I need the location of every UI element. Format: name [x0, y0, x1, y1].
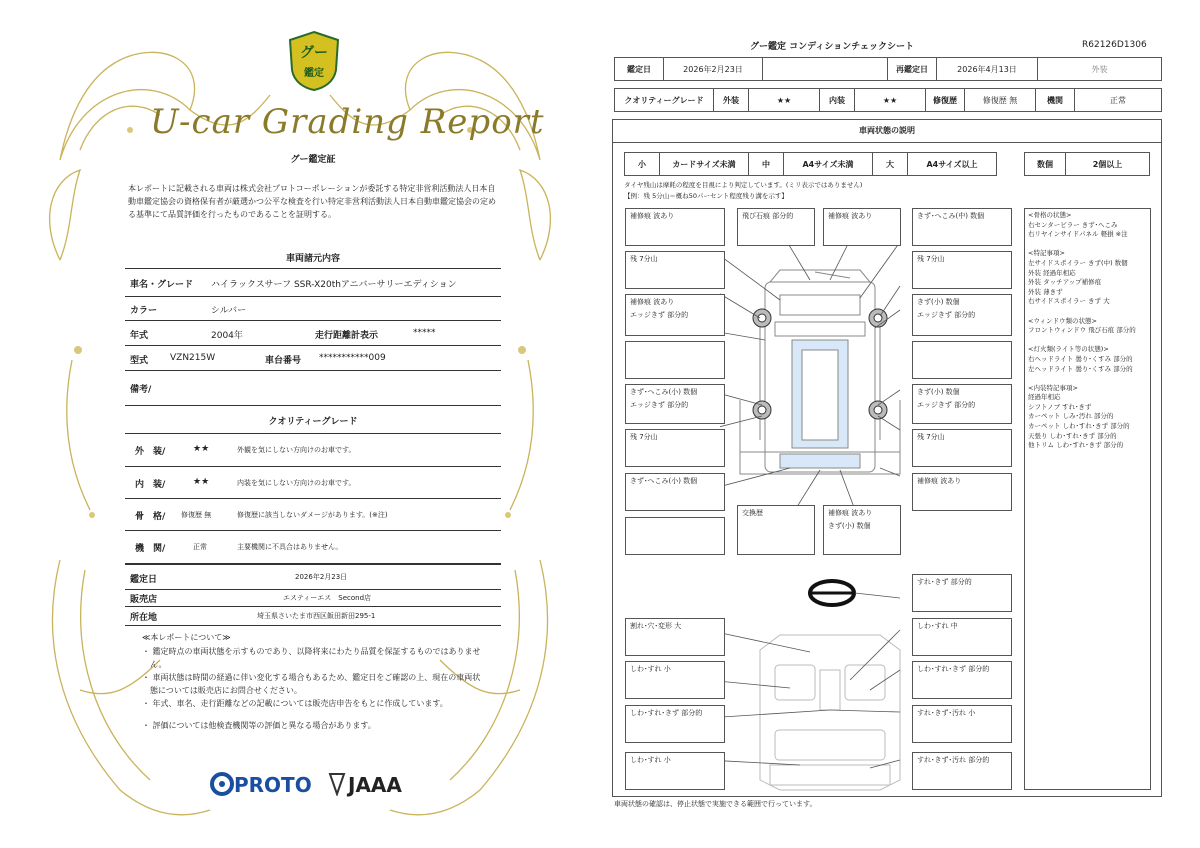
- tire-note-1: タイヤ残山は摩耗の程度を目視により判定しています。(ミリ表示ではありません): [624, 181, 863, 189]
- remarks-row: [125, 371, 501, 406]
- box-l1-text: 補修痕 波あり: [630, 212, 675, 220]
- legend-mid: 中: [748, 152, 784, 176]
- details-panel: [1024, 208, 1151, 790]
- details-line: 右センターピラー きず･へこみ: [1028, 220, 1118, 229]
- report-title: U-car Grading Report: [150, 102, 545, 142]
- box-left-door-trim: [625, 705, 725, 743]
- note-2: ・ 車両状態は時間の経過に伴い変化する場合もあるため、鑑定日をご確認の上、現在の車両状態については販売店にお問合せください。: [142, 673, 481, 695]
- inspect-date-label: 鑑定日: [614, 57, 664, 81]
- inspection-type: 外装: [1037, 57, 1162, 81]
- note-1: ・ 鑑定時点の車両状態を示すものであり、以降将来にわたり品質を保証するものではありません。: [142, 647, 481, 669]
- details-line: 他トリム しわ･すれ･きず 部分的: [1028, 441, 1124, 450]
- box-right-door-trim: [912, 661, 1012, 699]
- box-l3-text-2: エッジきず 部分的: [630, 311, 689, 319]
- date-row: [125, 564, 501, 590]
- model-value: VZN215W: [170, 353, 216, 363]
- reinspect-date: 2026年4月13日: [936, 57, 1038, 81]
- details-line: 右リヤインサイドパネル 軽損 ※注: [1028, 230, 1128, 239]
- date-value: 2026年2月23日: [295, 573, 348, 581]
- box-l3-text-1: 補修痕 波あり: [630, 298, 675, 306]
- exterior-note: 外観を気にしない方向けのお車です。: [237, 446, 356, 454]
- ext-label: 外装: [713, 88, 749, 112]
- frame-label: 骨 格/: [135, 512, 166, 522]
- ext-stars: ★★: [748, 88, 820, 112]
- grade-heading: クオリティーグレード: [268, 417, 358, 427]
- details-line: 外装 薄きず: [1028, 287, 1063, 296]
- jaaa-wordmark: JAAA: [348, 773, 402, 797]
- box-front-right-fender: [912, 208, 1012, 246]
- name-label: 車名・グレード: [130, 280, 194, 290]
- box-t2-text: 補修痕 波あり: [828, 212, 873, 220]
- details-line: [1028, 307, 1147, 317]
- jaaa-mark-icon: [328, 772, 346, 796]
- badge-bottom-text: 鑑定: [304, 68, 324, 79]
- details-line: 経過年相応: [1028, 393, 1061, 402]
- shop-label: 販売店: [130, 595, 158, 605]
- address-label: 所在地: [130, 613, 158, 623]
- box-r7-text: 補修痕 波あり: [917, 477, 962, 485]
- certificate-subtitle: グー鑑定証: [290, 155, 336, 165]
- proto-logo: [210, 770, 325, 798]
- box-r1-text: きず･へこみ(中) 数個: [917, 212, 985, 220]
- engine-note: 主要機関に不具合はありません。: [237, 543, 343, 551]
- sheet-title: グー鑑定 コンディションチェックシート: [750, 42, 914, 52]
- box-b2-text-2: きず(小) 数個: [828, 522, 871, 530]
- repair-label: 修復歴: [925, 88, 965, 112]
- box-il2-text: しわ･すれ 小: [630, 665, 671, 673]
- engine-value: 正常: [193, 543, 207, 551]
- name-row: [125, 268, 501, 297]
- jaaa-logo: [328, 770, 408, 798]
- details-line: 左サイドスポイラー きず(中) 数個: [1028, 258, 1128, 267]
- legend-small-desc: カードサイズ未満: [659, 152, 749, 176]
- details-line: <内装特記事項>: [1028, 383, 1078, 392]
- box-r2-text: 残 7分山: [917, 255, 945, 263]
- frame-row: [125, 499, 501, 531]
- box-r3-text-1: きず(小) 数個: [917, 298, 960, 306]
- goo-kantei-badge: [286, 30, 342, 92]
- address-row: [125, 607, 501, 626]
- doc-id: R62126D1306: [1082, 40, 1147, 50]
- details-line: フロントウィンドウ 飛び石痕 部分的: [1028, 326, 1136, 335]
- details-line: <骨格の状態>: [1028, 211, 1072, 219]
- note-4: ・ 評価については他検査機関等の評価と異なる場合があります。: [142, 721, 376, 730]
- legend-small: 小: [624, 152, 660, 176]
- box-rear-left-corner: [625, 517, 725, 555]
- box-driver-seat: [625, 661, 725, 699]
- remarks-label: 備考/: [130, 385, 152, 395]
- address-value: 埼玉県さいたま市西区飯田新田295-1: [257, 612, 376, 620]
- box-l5-text-2: エッジきず 部分的: [630, 401, 689, 409]
- box-ir3-text: すれ･きず･汚れ 小: [917, 709, 976, 717]
- box-s1-text: すれ･きず 部分的: [917, 578, 972, 586]
- chassis-value: ***********009: [319, 353, 386, 363]
- interior-note: 内装を気にしない方向けのお車です。: [237, 479, 356, 487]
- box-right-rear-door: [912, 384, 1012, 424]
- interior-row: [125, 467, 501, 499]
- tire-note-2: 【例：残 5分山＝概ね50パーセント程度残り溝を示す】: [624, 192, 788, 200]
- box-il1-text: 割れ･穴･変形 大: [630, 622, 682, 630]
- engine-label: 機 関/: [135, 544, 166, 554]
- int-label: 内装: [819, 88, 855, 112]
- mileage-value: *****: [413, 328, 436, 338]
- box-b2-text-1: 補修痕 波あり: [828, 509, 873, 517]
- details-line: [1028, 336, 1147, 346]
- box-il4-text: しわ･すれ 小: [630, 756, 671, 764]
- engine-sheet-value: 正常: [1074, 88, 1162, 112]
- box-rear-right-fender: [912, 473, 1012, 511]
- section-title: 車両状態の説明: [612, 119, 1162, 143]
- blank-cell: [762, 57, 888, 81]
- box-l5-text-1: きず･へこみ(小) 数個: [630, 388, 698, 396]
- details-list: [1028, 211, 1147, 451]
- details-line: <ウィンドウ類の状態>: [1028, 316, 1098, 325]
- details-line: <灯火類(ライト等の状態)>: [1028, 345, 1109, 354]
- details-line: カーペット しみ･汚れ 部分的: [1028, 412, 1114, 421]
- year-row: [125, 321, 501, 346]
- details-line: 天張り しわ･すれ･きず 部分的: [1028, 431, 1117, 440]
- box-front-left-tire: [625, 251, 725, 289]
- exterior-label: 外 装/: [135, 447, 166, 457]
- year-value: 2004年: [211, 331, 243, 341]
- box-front-bumper: [823, 208, 901, 246]
- reinspect-date-label: 再鑑定日: [887, 57, 937, 81]
- date-label: 鑑定日: [130, 575, 158, 585]
- box-r6-text: 残 7分山: [917, 433, 945, 441]
- details-line: [1028, 240, 1147, 250]
- condition-check-sheet: [600, 0, 1200, 848]
- exterior-stars: ★★: [193, 444, 210, 454]
- box-ir1-text: しわ･すれ 中: [917, 622, 958, 630]
- box-l2-text: 残 7分山: [630, 255, 658, 263]
- box-dashboard: [625, 618, 725, 656]
- details-line: 右サイドスポイラー きず 大: [1028, 297, 1110, 306]
- spec-heading: 車両諸元内容: [285, 254, 340, 264]
- notes-heading: ≪本レポートについて≫: [142, 633, 231, 642]
- color-value: シルバー: [211, 306, 247, 316]
- box-t1-text: 飛び石痕 部分的: [742, 212, 794, 220]
- sheet-footer: 車両状態の確認は、停止状態で実施できる範囲で行っています。: [614, 800, 817, 808]
- details-line: 外装 タッチアップ補修痕: [1028, 278, 1102, 287]
- quality-grade-label: クオリティーグレード: [614, 88, 714, 112]
- box-ir4-text: すれ･きず･汚れ 部分的: [917, 756, 990, 764]
- year-label: 年式: [130, 331, 149, 341]
- box-b1-text: 交換歴: [742, 509, 763, 517]
- legend-mid-desc: A4サイズ未満: [783, 152, 873, 176]
- color-row: [125, 297, 501, 321]
- legend-large: 大: [872, 152, 908, 176]
- box-rear-seat-left: [625, 752, 725, 790]
- frame-value: 修復歴 無: [181, 511, 212, 519]
- note-3: ・ 年式、車名、走行距離などの記載については販売店申告をもとに作成しています。: [142, 699, 448, 708]
- certificate-intro: 本レポートに記載される車両は株式会社プロトコーポレーションが委託する特定非営利活動法人日本自動車鑑定協会の資格保有者が厳選かつ公平な検査を行い特定非営利活動法人日本自動車鑑定協会の定める基準にて品質評価を行ったものであることを証明する。: [128, 184, 496, 219]
- box-front-left-fender: [625, 208, 725, 246]
- frame-note: 修復歴に該当しないダメージがあります。(※注): [237, 511, 388, 519]
- details-line: [1028, 374, 1147, 384]
- box-l7-text: きず･へこみ(小) 数個: [630, 477, 698, 485]
- engine-sheet-label: 機関: [1035, 88, 1075, 112]
- exterior-row: [125, 433, 501, 467]
- box-rear-seat-right: [912, 752, 1012, 790]
- box-front-glass: [737, 208, 815, 246]
- repair-value: 修復歴 無: [964, 88, 1036, 112]
- legend-large-desc: A4サイズ以上: [907, 152, 997, 176]
- box-console: [912, 705, 1012, 743]
- name-value: ハイラックスサーフ SSR-X20thアニバーサリーエディション: [211, 280, 457, 290]
- mileage-label: 走行距離計表示: [315, 331, 379, 341]
- legend-count-desc: 2個以上: [1065, 152, 1150, 176]
- box-ir2-text: しわ･すれ･きず 部分的: [917, 665, 990, 673]
- box-rear-gate: [737, 505, 815, 555]
- model-label: 型式: [130, 356, 149, 366]
- box-left-step: [625, 341, 725, 379]
- box-rear-left-tire: [625, 429, 725, 467]
- details-line: カーペット しわ･すれ･きず 部分的: [1028, 422, 1130, 431]
- inspect-date: 2026年2月23日: [663, 57, 763, 81]
- box-rear-right-tire: [912, 429, 1012, 467]
- box-passenger-seat: [912, 618, 1012, 656]
- box-r3-text-2: エッジきず 部分的: [917, 311, 976, 319]
- shop-row: [125, 590, 501, 607]
- box-rear-left-fender: [625, 473, 725, 511]
- details-line: 左ヘッドライト 曇り･くすみ 部分的: [1028, 364, 1133, 373]
- legend-count: 数個: [1024, 152, 1066, 176]
- box-right-step: [912, 341, 1012, 379]
- badge-top-text: グー: [300, 45, 328, 61]
- details-line: <特記事項>: [1028, 249, 1065, 258]
- interior-stars: ★★: [193, 477, 210, 487]
- engine-row: [125, 531, 501, 564]
- interior-label: 内 装/: [135, 480, 166, 490]
- model-row: [125, 346, 501, 371]
- box-front-right-tire: [912, 251, 1012, 289]
- chassis-label: 車台番号: [265, 356, 302, 366]
- box-il3-text: しわ･すれ･きず 部分的: [630, 709, 703, 717]
- box-l6-text: 残 7分山: [630, 433, 658, 441]
- box-left-rear-door: [625, 384, 725, 424]
- details-line: 右ヘッドライト 曇り･くすみ 部分的: [1028, 354, 1133, 363]
- box-right-front-door: [912, 294, 1012, 336]
- proto-wordmark: PROTO: [234, 773, 312, 797]
- details-line: シフトノブ すれ･きず: [1028, 402, 1092, 411]
- box-r5-text-1: きず(小) 数個: [917, 388, 960, 396]
- box-rear-bumper: [823, 505, 901, 555]
- box-steering: [912, 574, 1012, 612]
- box-left-front-door: [625, 294, 725, 336]
- box-r5-text-2: エッジきず 部分的: [917, 401, 976, 409]
- int-stars: ★★: [854, 88, 926, 112]
- proto-mark-icon: [210, 772, 234, 796]
- details-line: 外装 経過年相応: [1028, 268, 1076, 277]
- shop-value: エスティーエス Second店: [283, 594, 372, 602]
- color-label: カラー: [130, 306, 158, 316]
